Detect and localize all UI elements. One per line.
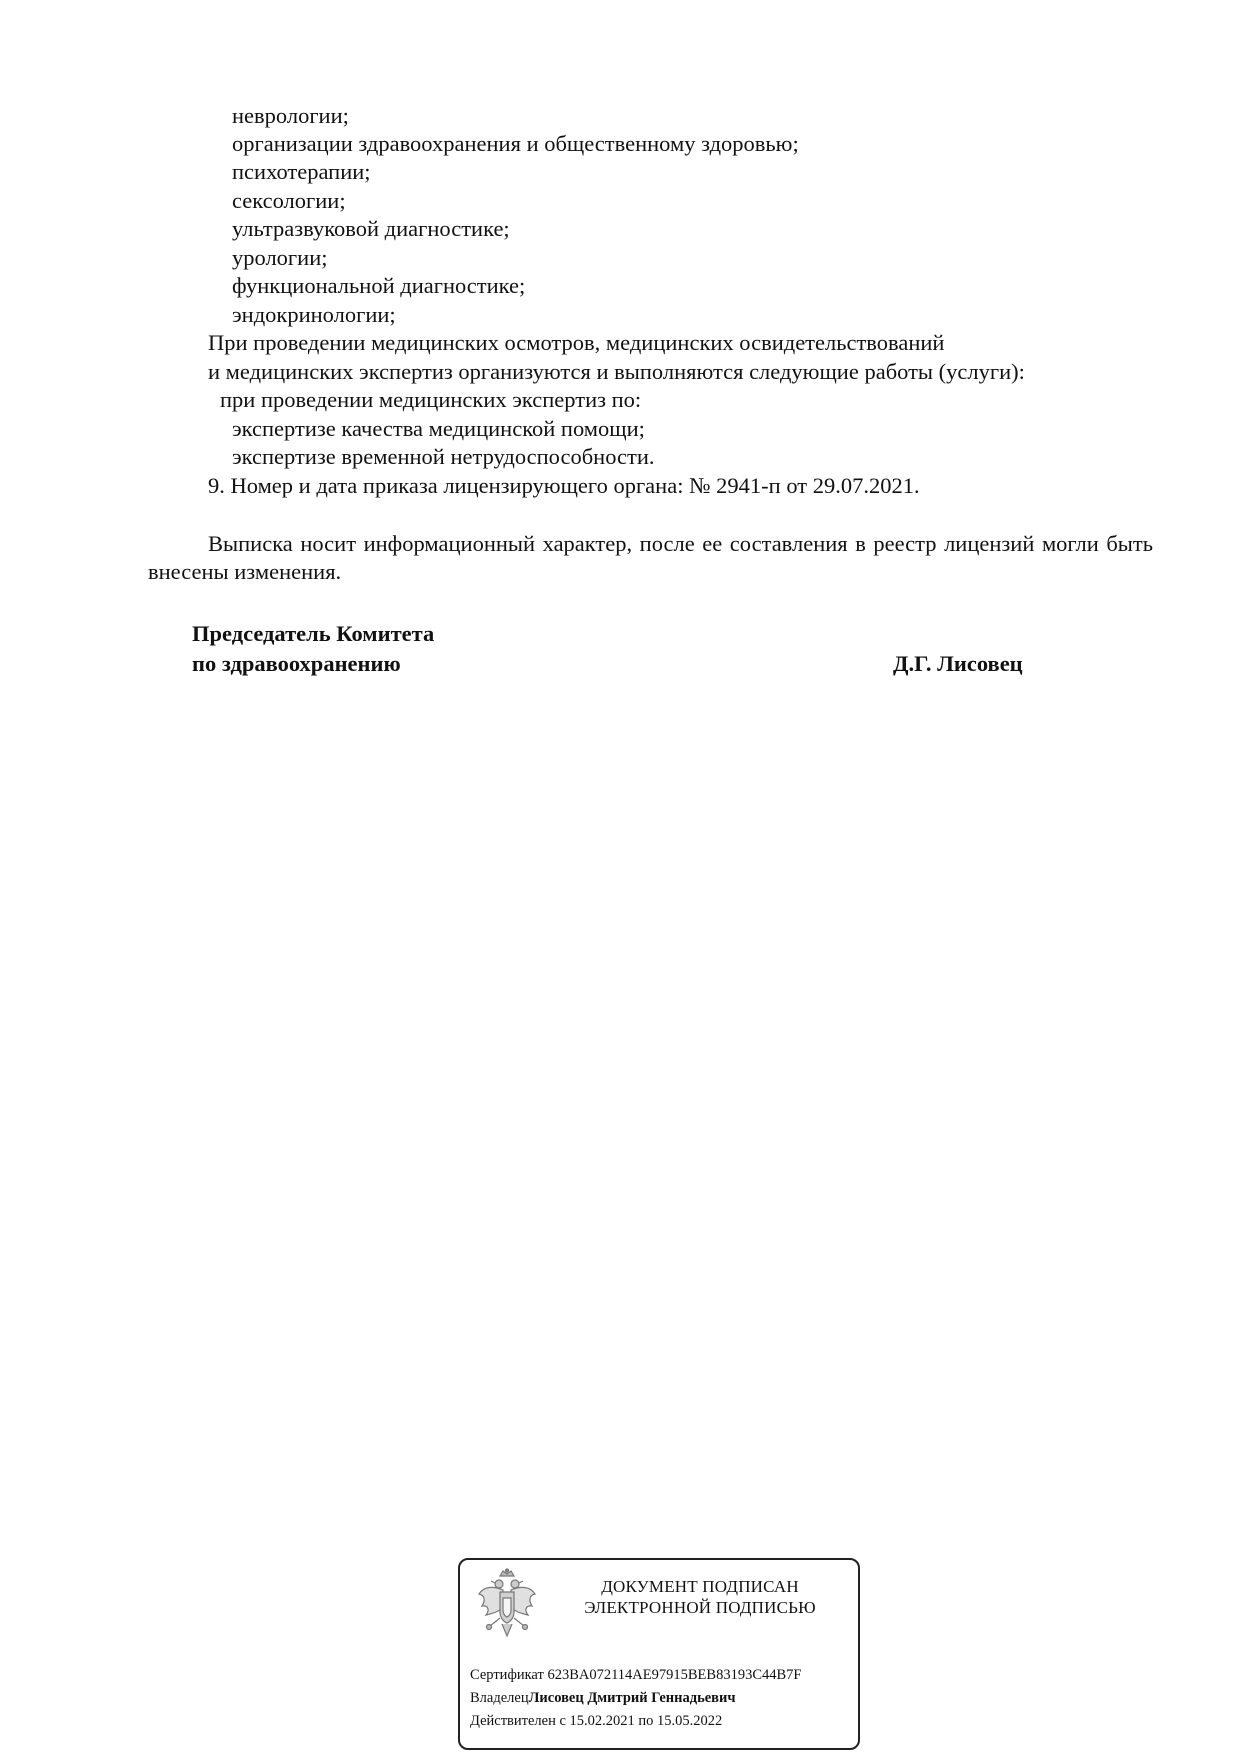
electronic-signature-stamp: [458, 1558, 860, 1750]
disclaimer-paragraph: Выписка носит информационный характер, после ее составления в реестр лицензий могли быть внесены изменения.: [148, 531, 1153, 584]
owner-value: Лисовец Дмитрий Геннадьевич: [528, 1690, 736, 1706]
expertise-item: экспертизе временной нетрудоспособности.: [232, 444, 655, 469]
owner-label: Владелец: [470, 1690, 529, 1706]
stamp-owner: [470, 1688, 736, 1708]
expertise-item: экспертизе качества медицинской помощи;: [232, 416, 645, 441]
list-item: эндокринологии;: [232, 302, 396, 327]
list-item: психотерапии;: [232, 159, 371, 184]
stamp-title-line-1: ДОКУМЕНТ ПОДПИСАН: [601, 1577, 799, 1596]
certificate-label: Сертификат: [470, 1667, 544, 1683]
list-item: функциональной диагностике;: [232, 273, 526, 298]
stamp-validity: Действителен с 15.02.2021 по 15.05.2022: [470, 1713, 723, 1729]
exam-paragraph-line-1: При проведении медицинских осмотров, медицинских освидетельствований: [208, 330, 945, 355]
expertise-intro: при проведении медицинских экспертиз по:: [220, 387, 642, 412]
coat-of-arms-icon: [476, 1568, 538, 1642]
list-item: организации здравоохранения и общественному здоровью;: [232, 131, 799, 156]
certificate-value: 623BA072114AE97915BEB83193C44B7F: [547, 1667, 802, 1683]
order-line: 9. Номер и дата приказа лицензирующего органа: № 2941-п от 29.07.2021.: [208, 473, 920, 498]
stamp-certificate: [470, 1665, 802, 1685]
signatory-name: Д.Г. Лисовец: [893, 651, 1023, 676]
exam-paragraph-line-2: и медицинских экспертиз организуются и выполняются следующие работы (услуги):: [208, 359, 1025, 384]
stamp-title-line-2: ЭЛЕКТРОННОЙ ПОДПИСЬЮ: [584, 1598, 816, 1617]
list-item: неврологии;: [232, 103, 349, 128]
signatory-position-line-1: Председатель Комитета: [192, 621, 435, 646]
signatory-position-line-2: по здравоохранению: [192, 651, 401, 676]
list-item: сексологии;: [232, 188, 346, 213]
list-item: урологии;: [232, 245, 328, 270]
list-item: ультразвуковой диагностике;: [232, 216, 510, 241]
